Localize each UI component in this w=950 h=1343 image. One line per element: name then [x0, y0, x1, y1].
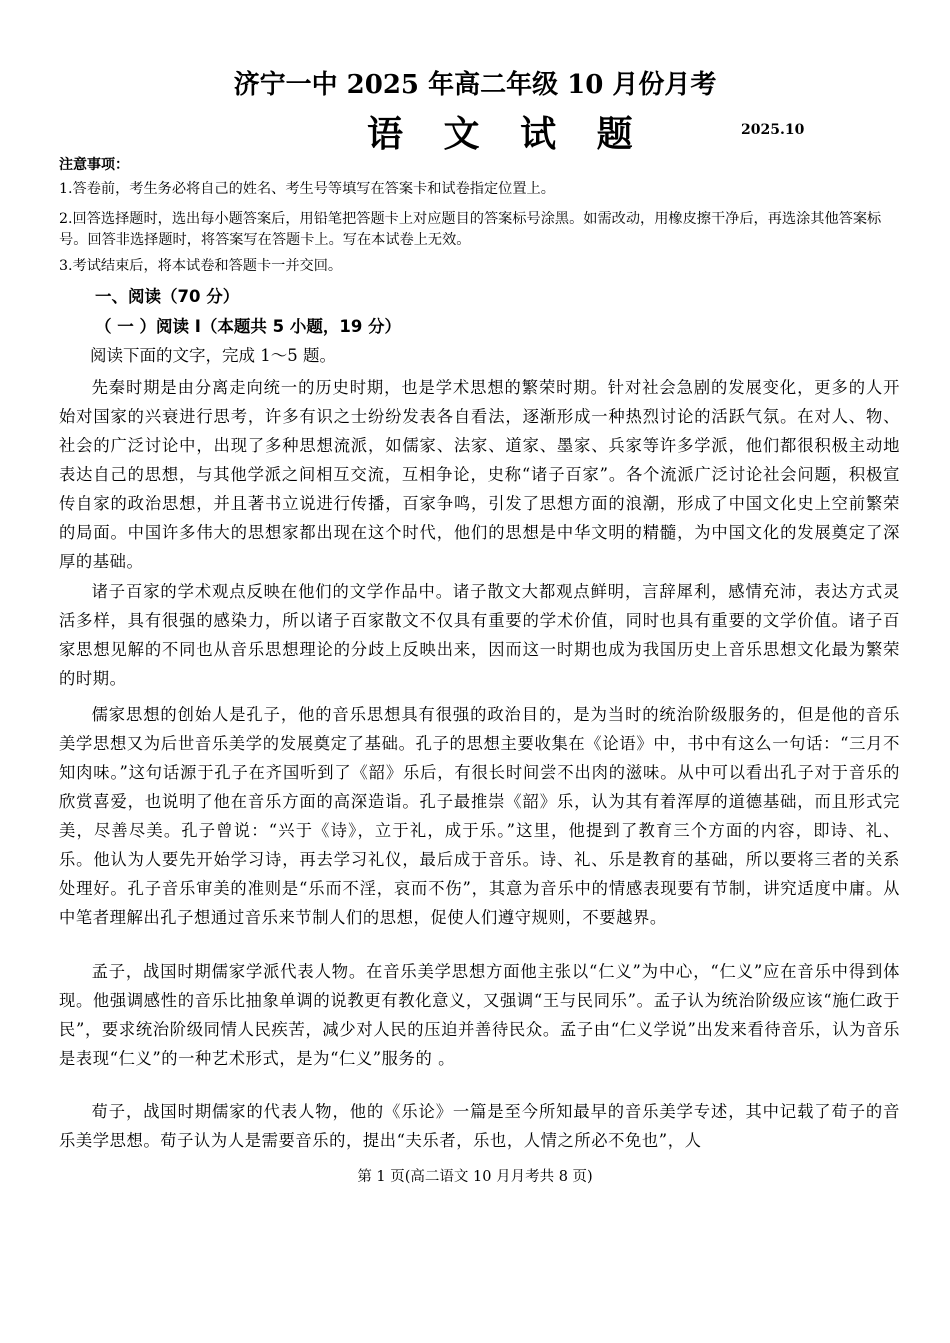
notice-heading: 注意事项： — [59, 157, 129, 173]
passage-paragraph: 儒家思想的创始人是孔子，他的音乐思想具有很强的政治目的，是为当时的统治阶级服务的，但是他的音乐美学思想又为后世音乐美学的发展奠定了基础。孔子的思想主要收集在《论语》中，书中有这么一句话：“三月不知肉味。”这句话源于孔子在齐国听到了《韶》乐后，有很长时间尝不出肉的滋味。从中可以看出孔子对于音乐的欣赏喜爱，也说明了他在音乐方面的高深造诣。孔子最推崇《韶》乐，认为其有着浑厚的道德基础，而且形式完美，尽善尽美。孔子曾说：“兴于《诗》，立于礼，成于乐。”这里，他提到了教育三个方面的内容，即诗、礼、乐。他认为人要先开始学习诗，再去学习礼仪，最后成于音乐。诗、礼、乐是教育的基础，所以要将三者的关系处理好。孔子音乐审美的准则是“乐而不淫，哀而不伤”，其意为音乐中的情感表现要有节制，讲究适度中庸。从中笔者理解出孔子想通过音乐来节制人们的思想，促使人们遵守规则，不要越界。 — [59, 705, 900, 927]
page-footer: 第 1 页(高二语文 10 月月考共 8 页) — [357, 1169, 593, 1185]
notice-item: 3.考试结束后，将本试卷和答题卡一并交回。 — [59, 258, 343, 274]
notice-item: 2.回答选择题时，选出每小题答案后，用铅笔把答题卡上对应题目的答案标号涂黑。如需改动，用橡皮擦干净后，再选涂其他答案标号。回答非选择题时，将答案写在答题卡上。写在本试卷上无效。 — [59, 211, 882, 248]
exam-date: 2025.10 — [741, 122, 805, 138]
reading-instruction: 阅读下面的文字，完成 1～5 题。 — [90, 346, 336, 365]
subject-title: 语 文 试 题 — [367, 113, 647, 155]
passage-paragraph: 诸子百家的学术观点反映在他们的文学作品中。诸子散文大都观点鲜明，言辞犀利，感情充沛，表达方式灵活多样，具有很强的感染力，所以诸子百家散文不仅具有重要的学术价值，同时也具有重要的文学价值。诸子百家思想见解的不同也从音乐思想理论的分歧上反映出来，因而这一时期也成为我国历史上音乐思想文化最为繁荣的时期。 — [59, 582, 900, 688]
sub-section-title: （ 一 ）阅读 Ⅰ（本题共 5 小题，19 分） — [95, 317, 402, 336]
passage-paragraph: 荀子，战国时期儒家的代表人物，他的《乐论》一篇是至今所知最早的音乐美学专述，其中记载了荀子的音乐美学思想。荀子认为人是需要音乐的，提出“夫乐者，乐也，人情之所必不免也”，人 — [59, 1102, 900, 1150]
part-title: 一、阅读（70 分） — [95, 287, 240, 306]
notice-item: 1.答卷前，考生务必将自己的姓名、考生号等填写在答案卡和试卷指定位置上。 — [59, 181, 555, 197]
exam-title: 济宁一中 2025 年高二年级 10 月份月考 — [233, 70, 717, 100]
passage-paragraph: 先秦时期是由分离走向统一的历史时期，也是学术思想的繁荣时期。针对社会急剧的发展变化，更多的人开始对国家的兴衰进行思考，许多有识之士纷纷发表各自看法，逐渐形成一种热烈讨论的活跃气氛。在对人、物、社会的广泛讨论中，出现了多种思想流派，如儒家、法家、道家、墨家、兵家等许多学派，他们都很积极主动地表达自己的思想，与其他学派之间相互交流，互相争论，史称“诸子百家”。各个流派广泛讨论社会问题，积极宣传自家的政治思想，并且著书立说进行传播，百家争鸣，引发了思想方面的浪潮，形成了中国文化史上空前繁荣的局面。中国许多伟大的思想家都出现在这个时代，他们的思想是中华文明的精髓，为中国文化的发展奠定了深厚的基础。 — [59, 378, 900, 571]
passage-paragraph: 孟子，战国时期儒家学派代表人物。在音乐美学思想方面他主张以“仁义”为中心，“仁义”应在音乐中得到体现。他强调感性的音乐比抽象单调的说教更有教化意义，又强调“王与民同乐”。孟子认为统治阶级应该“施仁政于民”，要求统治阶级同情人民疾苦，减少对人民的压迫并善待民众。孟子由“仁义学说”出发来看待音乐，认为音乐是表现“仁义”的一种艺术形式，是为“仁义”服务的 。 — [59, 962, 900, 1068]
